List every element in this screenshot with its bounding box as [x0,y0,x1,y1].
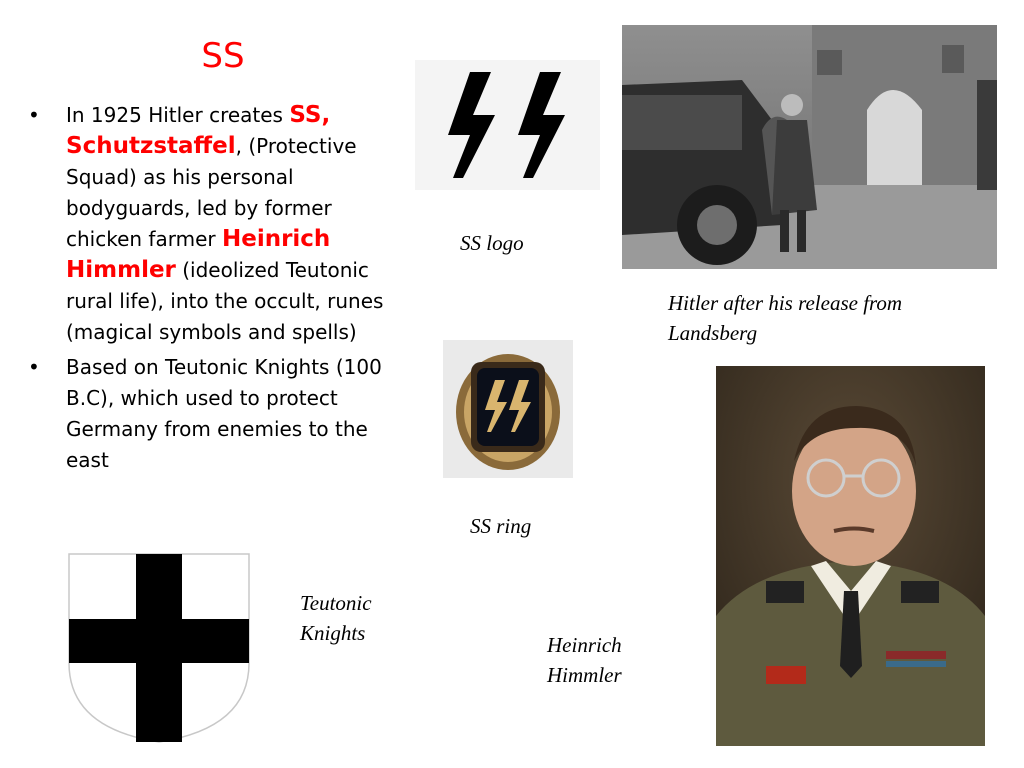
bullet-text: Based on Teutonic Knights (100 B.C), which used to protect Germany from enemies to the east [66,355,382,472]
hitler-photo [622,25,997,269]
caption-line: Heinrich [547,633,622,657]
bullet-item-ss [28,100,388,348]
caption-line: Knights [300,621,366,645]
bullet-item-teutonic [28,352,388,476]
bullet-text: (ideolized Teutonic rural life), into the occult, runes (magical symbols and spells) [66,258,384,344]
teutonic-cross-icon [68,553,250,743]
caption-line: Landsberg [668,321,758,345]
caption-himmler [547,630,622,690]
caption-hitler-photo [668,288,902,348]
bullet-text: In 1925 Hitler creates [66,103,290,127]
ss-ring-photo [443,340,573,478]
caption-ss-logo: SS logo [460,231,524,255]
slide-title: SS [201,36,245,76]
himmler-photo [716,366,985,746]
bullet-list [28,100,388,480]
caption-line: Teutonic [300,591,372,615]
ss-runes-icon [415,60,600,190]
highlight-ss: SS, Schutzstaffel [66,102,331,159]
caption-ss-ring: SS ring [470,514,532,538]
highlight-himmler: Heinrich Himmler [66,226,331,283]
bullet-text: , (Protective Squad) as his personal bodyguards, led by former chicken farmer [66,134,357,251]
caption-teutonic [300,588,372,648]
caption-line: Hitler after his release from [668,291,903,315]
caption-line: Himmler [547,663,622,687]
